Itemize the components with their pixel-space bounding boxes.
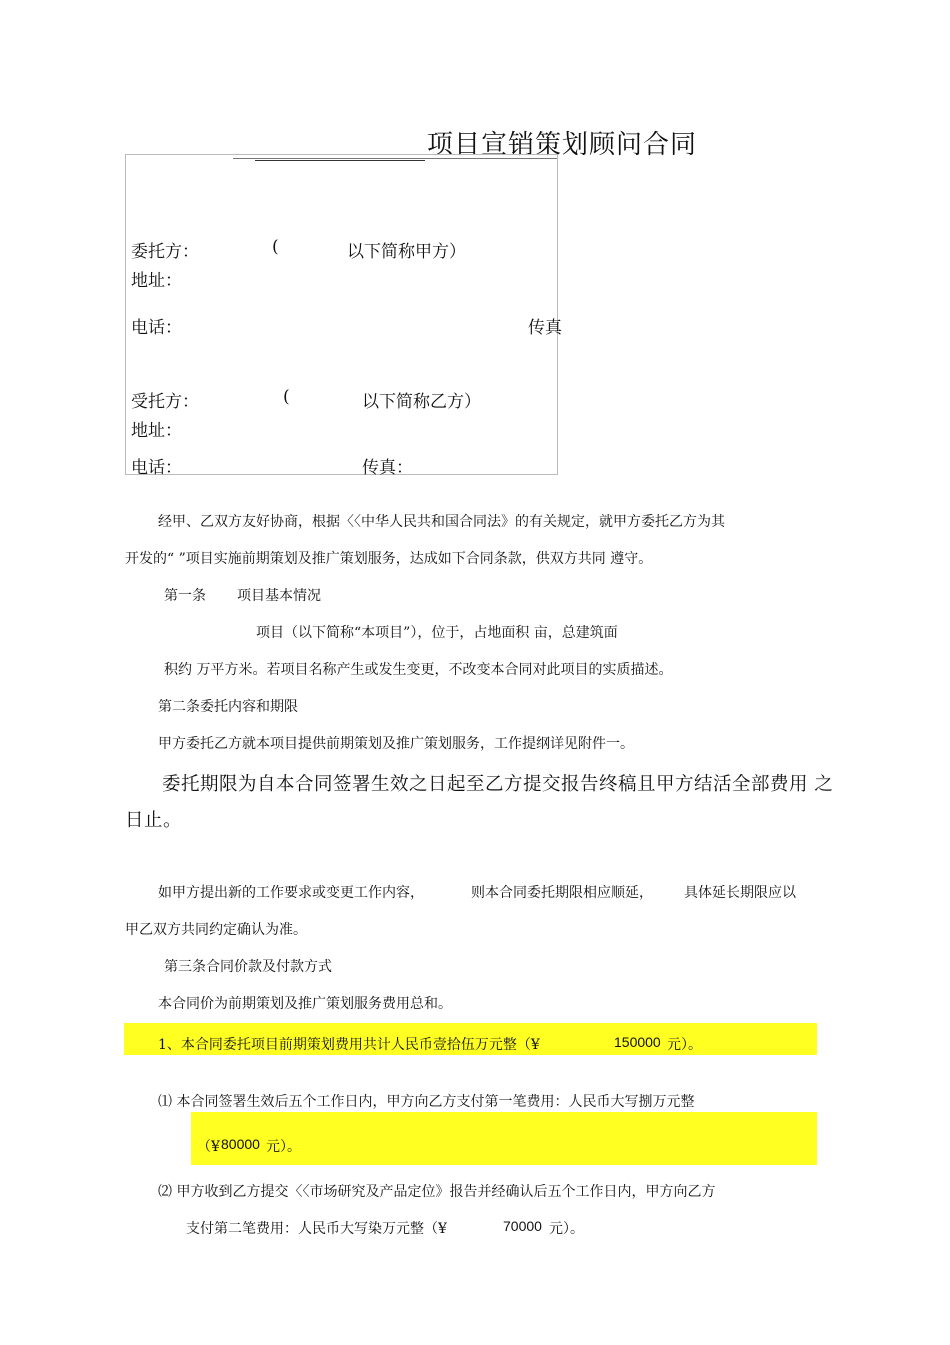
payment-2-amount: 70000 (503, 1218, 542, 1234)
article-2-change-part-3: 具体延长期限应以 (684, 885, 796, 901)
payment-1-text: ⑴ 本合同签署生效后五个工作日内，甲方向乙方支付第一笔费用：人民币大写捌万元整 (158, 1094, 695, 1110)
party-a-label: 委托方： (131, 242, 199, 262)
article-1-heading: 项目基本情况 (237, 588, 321, 604)
party-info-box (125, 154, 558, 475)
article-2-change-part-1: 如甲方提出新的工作要求或变更工作内容， (158, 885, 424, 901)
payment-1-prefix: （¥ (197, 1139, 220, 1155)
party-b-fax-label: 传真： (362, 458, 413, 478)
article-3-line-1: 本合同价为前期策划及推广策划服务费用总和。 (158, 996, 452, 1012)
title-text: 项目宣销策划顾问合同 (427, 130, 698, 160)
party-b-address-label: 地址： (131, 421, 182, 441)
payment-1-suffix: 元）。 (266, 1139, 301, 1155)
article-2-heading: 第二条委托内容和期限 (158, 699, 298, 715)
item-1-text: 1、本合同委托项目前期策划费用共计人民币壹拾伍万元整（¥ (158, 1037, 540, 1053)
article-2-change-part-2: 则本合同委托期限相应顺延， (471, 885, 653, 901)
article-2-change-line-2: 甲乙双方共同约定确认为准。 (125, 922, 307, 938)
payment-2-line-2: 支付第二笔费用：人民币大写染万元整（¥ (186, 1221, 447, 1237)
article-1-number: 第一条 (164, 588, 206, 604)
party-a-phone-label: 电话： (131, 318, 182, 338)
article-1-line-2: 积约 万平方米。若项目名称产生或发生变更，不改变本合同对此项目的实质描述。 (164, 662, 673, 678)
article-2-term-line-2: 日止。 (125, 810, 183, 831)
party-b-label: 受托方： (131, 392, 199, 412)
party-a-alias: 以下简称甲方） (347, 242, 466, 262)
party-b-alias: 以下简称乙方） (362, 392, 481, 412)
article-3-heading: 第三条合同价款及付款方式 (164, 959, 332, 975)
intro-line-2: 开发的“ ”项目实施前期策划及推广策划服务，达成如下合同条款，供双方共同 遵守。 (125, 551, 653, 567)
intro-line-1: 经甲、乙双方友好协商，根据〈〈中华人民共和国合同法》的有关规定，就甲方委托乙方为其 (158, 514, 725, 530)
party-a-address-label: 地址： (131, 271, 182, 291)
payment-2-text: ⑵ 甲方收到乙方提交〈〈市场研究及产品定位》报告并经确认后五个工作日内，甲方向乙方 (158, 1184, 716, 1200)
article-2-line-1: 甲方委托乙方就本项目提供前期策划及推广策划服务，工作提纲详见附件一。 (158, 736, 634, 752)
article-2-term-line-1: 委托期限为自本合同签署生效之日起至乙方提交报告终稿且甲方结活全部费用 之 (162, 774, 834, 795)
party-a-paren: ( (272, 237, 279, 257)
payment-2-suffix: 元）。 (549, 1221, 584, 1237)
party-b-paren: ( (283, 387, 290, 407)
party-b-phone-label: 电话： (131, 458, 182, 478)
payment-1-amount: 80000 (221, 1136, 260, 1152)
item-1-amount: 150000 (614, 1034, 661, 1050)
item-1-suffix: 元）。 (667, 1037, 702, 1053)
party-a-fax-label: 传真 (528, 318, 562, 338)
article-1-line-1: 项目（以下简称“本项目”），位于，占地面积 亩，总建筑面 (256, 625, 618, 641)
